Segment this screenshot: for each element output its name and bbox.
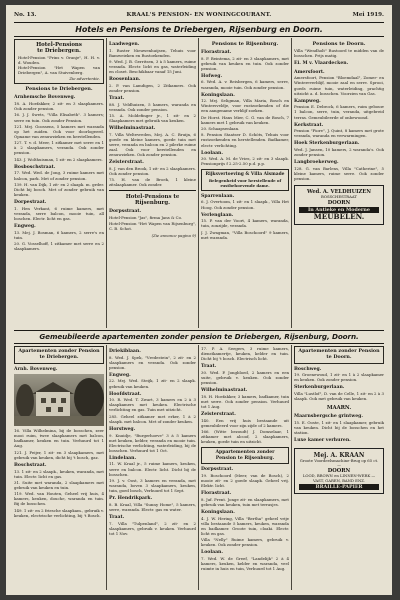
- listing: [201, 346, 289, 444]
- listing-entry: 20. Schaapsenlaan.: [201, 126, 240, 132]
- column-apartments-driebergen-2: [109, 346, 196, 590]
- street-heading: Dorpestraat.: [14, 200, 47, 206]
- street-heading: Boschweg.: [294, 366, 322, 372]
- notice-text: Belegenheid voor herstellende of rustbehoevende dame.: [208, 177, 282, 188]
- listing: [201, 50, 289, 166]
- ad-name: Mej. A. KRAAN: [313, 451, 365, 459]
- box-tag: Zie advertentie.: [69, 76, 100, 82]
- listing-entry: Hotel-Pension "Jas", firma Jans & Co.: [109, 215, 183, 220]
- banner-apartments: Gemeubileerde apartementen zonder pension te Driebergen, Rijsenburg, Doorn.: [39, 332, 359, 341]
- listing-entry: Wed. J. Jansen, 10 kamers, 2 waranda's. Ook zonder pension.: [294, 147, 384, 158]
- rule: [109, 190, 196, 191]
- banner-hotels-pensions: Hotels en Pensions te Driebergen, Rijsenburg en Doorn.: [75, 25, 323, 34]
- listing-entry: 30. Wed. A. M. de Vries, 2 zit- en 3 slaapk. Pensionprijs f 2.25-2.50 p.d. p.p.: [201, 156, 289, 167]
- column-divider: [198, 38, 199, 328]
- ad-line3: LOOD, BROWN en LINNEN-WERK — VAST, GAREN, BAND ENZ.: [302, 473, 376, 483]
- listing-entry: 16. J. J. Swets, "Villa Elisabeth". 3 kamers; serre en tuin. Ook zonder Pension.: [14, 112, 104, 123]
- listing-entry: 20. G. Vosselhoff, 1 zitkamer met serre en 2 slaapkamers.: [14, 240, 104, 252]
- street-heading: Florastraat.: [201, 491, 232, 497]
- street-heading: Koningslaan.: [201, 510, 235, 516]
- hotel-pensions-box: [14, 39, 104, 84]
- listing-entry: 9. Wed. J. B. Gerritsen, 3 à 5 kamers, ruime veranda. Electr. licht en gas, waterleiding en closet. Beschikbaar vanaf 15 Juni.: [109, 58, 196, 75]
- listing: [201, 194, 289, 240]
- villa-photo: [14, 374, 104, 426]
- column-pensions-driebergen: [14, 39, 104, 327]
- column-apartments-doorn: [294, 346, 384, 590]
- listing-entry: 149. 1 zit- en 2 friesche slaapkam., gebruik v. keuken, electrische verlichting, bij 't Bosch.: [14, 507, 104, 518]
- street-heading: Sparrenlaan.: [201, 193, 235, 199]
- street-heading: Traat.: [109, 96, 125, 102]
- listing-entry: 15. E. Ooste, 1 zit- en 1 slaapkamer, gebruik van keuken. Dicht bij de bosschen en het station.: [294, 419, 384, 435]
- ad-line2: DOORN: [327, 467, 351, 474]
- listing-entry: 11. W. Kraal jr., 5 ruime kamers, keuken, serre en balcon. Electr. licht. Dicht bij de bosschen.: [109, 461, 196, 477]
- street-heading: Boschstraat.: [14, 462, 47, 468]
- listing: [201, 467, 289, 571]
- listing-entry: 19. Boschoord (Meer, van de Bosch), 2 mooie zit- en 2 goede slaapk. Geheel vrij. Elektr. licht.: [201, 473, 289, 489]
- section-rule: [14, 330, 384, 331]
- street-heading: Amersfoort.: [294, 69, 325, 75]
- street-heading: Loolaan.: [201, 150, 223, 156]
- listing-entry: Villa "Lustlof", D. van de Celle, 1 zit- en 2 à 3 slaapk. Ook met gebruik van keuken.: [294, 390, 384, 402]
- street-heading: Verlenglaan.: [201, 212, 234, 218]
- listing-entry: 17. P. A. Seegers, 3 ruime kamers, dienstkamertje, keuken, kelder en tuin. Dicht bij 't bosch. Electrisch licht.: [201, 346, 289, 362]
- maarn-title: MAARN.: [326, 405, 352, 412]
- street-heading: Engweg.: [14, 223, 36, 229]
- banner-rule: [14, 36, 384, 37]
- column-divider: [291, 345, 292, 590]
- doorn-title-box: [294, 346, 384, 364]
- street-heading: Roosenlaan.: [109, 77, 141, 83]
- street-heading: Luxe kamer verhuren.: [294, 438, 351, 444]
- street-heading: Horstweg.: [109, 426, 136, 432]
- notice-title: Rijksvertoeving & Villa Alsmade: [205, 172, 285, 178]
- street-heading: Traat.: [201, 364, 217, 370]
- box-title: Appartementen zonder Pension te Rijsenburg.: [215, 450, 275, 461]
- street-heading: Pr. Hendrikpark.: [109, 496, 153, 502]
- listing-entry: 15. P. van der Voort, 4 kamers, waranda, tuin, zonzijde, veranda.: [201, 218, 289, 229]
- notice-box: [201, 169, 289, 190]
- street-heading: Florastraat.: [201, 50, 232, 55]
- listing-entry: 6. J. Overtoom, 1 zit- en 1 slaapk., Villa Het Hoog. Ook zonder pension.: [201, 199, 289, 210]
- section-title: Pensions te Rijsenburg.: [211, 41, 279, 47]
- rijsenburg-title-box: [201, 447, 289, 464]
- street-heading: Loolaan.: [201, 550, 223, 556]
- street-heading: Driekiblaan.: [109, 349, 141, 354]
- listing-entry: 8. B. Kraal, Villa "Sunny Home", 5 kamers, serre, waranda. Electr. gas en water.: [109, 501, 196, 512]
- listing-entry: Villa "Nelly" Ruime kamers, gebruik v. keuken. Ook zonder pension.: [201, 537, 289, 548]
- ad-name: Wed. A. VELDHUIZEN: [306, 189, 372, 196]
- column-apartments-rijsenburg: [201, 346, 289, 590]
- street-heading: Wilhelminastraat.: [201, 388, 248, 394]
- box-title: Apartementen zonder Pension te Doorn.: [298, 348, 380, 360]
- listing-entry: 119. Wed. van Houten, Geheel vrij huis, 4 kamers, keuken, douche, waranda en tuin. Bij de bosschen.: [14, 491, 104, 507]
- listing-entry: 127. T. v. d. Meer, 1 zitkamer met serre en 1 à 2 slaapkamers, veranda. Ook zonder pension.: [14, 140, 104, 156]
- listing-entry: 6. Wed. A. v. Reisbergen, 6 kamers, serre, waranda, mooie tuin. Ook zonder pension.: [201, 79, 289, 90]
- listing-entry: 22. Mej. Wed. Steijk, 1 zit- en 2 slaapk. gebruik van keuken.: [109, 378, 196, 389]
- listing-entry: 7. Villa "Tulpenland", 2 zit- en 2 slaapkamers, gebruik v. keuken. Verhuurd tot 1 Nov.: [109, 520, 196, 536]
- street-heading: Engweg.: [109, 372, 131, 378]
- street-heading: Arnhemsche Bovenweg.: [14, 95, 76, 101]
- listing: [109, 209, 196, 231]
- column-pensions-driebergen-2: [109, 39, 196, 327]
- listing-entry: Villa "Wendholt" Rustoord te midden van de bosschen. Prijs matig.: [294, 48, 384, 59]
- listing-entry: 13. 1 zit- en 2 slaapk., keuken, waranda, met tuin. Electr. licht en gas.: [14, 468, 104, 479]
- listing-entry: 88. J. Veldhuizen, 5 kamers, waranda en veranda. Ook zonder pension.: [109, 101, 196, 112]
- listing-entry: 8. F. Beintema, 2 zit- en 3 slaapkamers, met gebruik van keuken en tuin. Ook zonder pension.: [201, 55, 289, 71]
- street-heading: Ei. M v. Vlaardecken.: [294, 61, 349, 67]
- advertisement-veldhuizen: [294, 185, 384, 225]
- column-pensions-doorn: [294, 39, 384, 327]
- listing-entry: 166. (Witte bezoudt) J. Domselaar, 1 zitkamer met alcoof, 2 slaapkamers, keuken, goede tuin en uitzicht.: [201, 429, 289, 445]
- column-apartments-driebergen: [14, 346, 104, 590]
- listing-entry: Hotel-Pension "Het Wapen van Rijsenburg", C. B. Schot.: [109, 221, 196, 232]
- advertisement-kraan: [294, 448, 384, 495]
- listing-entry: Pension E. Debrock, 6 kamers, ruim gebouw 1 balcon, serre, tuin, veranda, uitgebreid terras. Gemeubileerde of onbewoond.: [294, 104, 384, 120]
- section-title: Hotel-Pensions te Rijsenburg.: [125, 194, 180, 207]
- listing-entry: 19. J. v. Oost, 3 kamers en veranda, met waranda, boven 3 slaapkamers, keuken, tuin, goed bosch, Verhuurd tot 1 Sept.: [109, 477, 196, 494]
- listing-entry: 17. Wed. Wed. de Jong, 3 ruime kamers met balcon, park. Met of zonder pension.: [14, 170, 104, 181]
- listing-entry: De Horst. Hans Mier, C. G. van de Bosch, 7 kamers met 1 gebruik van keuken.: [201, 114, 289, 125]
- listing-entry: 7. Wed. W. de Greef, "Landelijk" 2 à 4 kamers, keuken, kelder en waranda, veel ruimte in huis en tuin, Verhuurd tot 1 Aug.: [201, 556, 289, 572]
- listing-entry: 18. A. Hoefakker, 2 zit- en 3 slaapkamers. Ook zonder pension.: [14, 101, 104, 112]
- banner-rule: [14, 343, 384, 344]
- listing-entry: 19. Groenewoud, 1 zit- en 1 à 2 slaapkamer en keuken. Ook zonder pension.: [294, 372, 384, 383]
- issue-number: No. 13.: [14, 12, 37, 18]
- section-title: Pensions te Driebergen.: [25, 86, 93, 93]
- street-heading: Traat.: [109, 515, 125, 520]
- listing-entry: 140. Een vrij huis bestaande uit gemeubileerd voor zijn zijde of 2 kamers.: [201, 417, 289, 428]
- listing-entry: 285. Geheel zitkamer met erker, 1 à 2 slaapk. met balcon. Met of zonder keuken.: [109, 413, 196, 424]
- street-heading: Dorpsstraat.: [109, 209, 142, 215]
- listing: [14, 428, 104, 518]
- header-rule: [14, 22, 384, 23]
- street-heading: Kerkstraat.: [294, 122, 324, 128]
- listing-entry: 7. Villa Weltevreden, Mej. A. C. Bruijn, 6 goede en kleine kamers, goede tuin met serre, veranda en balcon en 2 pilerke ruime zaal. Ook voor herstellenden en zenuwzieken. Ook zonder pension.: [109, 131, 196, 158]
- street-name: Arnh. Bovenweg.: [14, 366, 58, 372]
- listing-entry: 75. H. van de Broek, 1 kleine zitslaapkamer. Ook zonder.: [109, 177, 196, 188]
- street-heading: Hoofdstraat.: [109, 391, 142, 397]
- masthead: KRAAL'S PENSION- EN WONINGCOURANT.: [126, 12, 272, 18]
- section-title: Pensions te Doorn.: [312, 41, 366, 47]
- listing-entry: 139. H. van Dijk, 1 zit- en 2 slaapk. m. grder. Dicht bij bosch. Met of zonder gebruik van keuken.: [14, 181, 104, 197]
- street-heading: Zeisterstraat.: [109, 160, 144, 166]
- street-heading: Wilhelminastraat.: [109, 126, 156, 132]
- ad-headline: BRAILLE-PAPIER: [299, 484, 379, 490]
- street-heading: Dorpsstraat.: [201, 467, 234, 473]
- listing-entry: 16. Villa Wilhelmina, bij de bosschen, zeer mooi ruim, twee slaapkamers met balcon, badkamer, keuken en tuin. Verhuurd tot 1 Aug.: [14, 428, 104, 449]
- apartments-title-box: [14, 346, 104, 364]
- listing-entry: 8. J. van den Brook, 1 zit- en 2 slaapkamers. Ook zonder pension.: [109, 165, 196, 176]
- street-heading: Lindelaan.: [109, 455, 137, 461]
- street-heading: Koningslaan.: [201, 92, 235, 98]
- listing-entry: Amersfoort, Pension "Bloemdaal", Zomer- en Wintereverblijf, mooie zaal en serre. Sprooi, goeds ruime tuin, waterleiding, prachtig uitzicht a. d. bosschen. Voorzien van Gas.: [294, 75, 384, 96]
- street-heading: Hoek Sterkenburgerlaan.: [294, 141, 360, 147]
- listing-entry: 8. Wed. J. Spek, "Vredestein", 2 zit- en 2 slaapkamers en veranda. Ook zonder pension.: [109, 354, 196, 370]
- box-subtitle: te Driebergen.: [37, 48, 81, 55]
- annonce-tag: (Zie annonce pagina 9): [151, 232, 196, 238]
- column-divider: [106, 38, 107, 328]
- listing-entry: 8. Pension Staatser D. Schöts, Tehuis voor rustzoekenden en herstellenden. Badkamer, electr. verlichting.: [201, 132, 289, 148]
- street-heading: Laadwegen.: [109, 42, 140, 47]
- listing-entry: 1. Hen Verkant, 6 ruime kamers, met veranda, serre balcon, mooie tuin, all boschen. Electr. licht en gas.: [14, 205, 104, 221]
- listing-entry: 143. J. Wolthuisman, 1 zit- en 2 slaapkamers.: [14, 156, 103, 162]
- listing: [109, 349, 196, 536]
- street-heading: Hofweg.: [201, 73, 223, 79]
- listing: [294, 367, 384, 402]
- street-heading: Zeisterstraat.: [201, 412, 236, 418]
- box-title: Apartementen zonder Pension te Driebergen.: [18, 348, 100, 360]
- listing-entry: Pension "Fiore", J. Quint, 8 kamers met grote veranda, waranda en verwarmingen.: [294, 128, 384, 139]
- box-text: Hotel-Pension "Prins v. Oranje", H. H. v. d. Wouden. Hotel-Pension "Het Wapen van Driebergen", A. van Stuivenberg.: [18, 54, 100, 76]
- listing-entry: 15. A. Moldefinger jr., 1 zit- en 2 Slaapkamers met gebruik van keuken.: [109, 113, 196, 124]
- listing-entry: 2. P. van Lamdigen, 2 Zitkamers. Ook zonder pension.: [109, 82, 196, 93]
- ad-line2: DOORN: [327, 199, 351, 206]
- newspaper-page: [6, 5, 392, 595]
- listing-entry: 128. G. van Barlens, Villa "Catherine", 5 kleine kamers, ruime serre. Ook zonder pension.: [294, 165, 384, 181]
- listing-entry: 4. J. W. Hering, Villa "Bertha" geheel vrije villa bestaande 5 kamers, keuken, waranda en badkamer. Groote tuin, cloaki. Electr. licht en gas.: [201, 515, 289, 536]
- issue-date: Mei 1919.: [352, 12, 384, 18]
- column-divider: [106, 345, 107, 590]
- listing-entry: 1. Ruster Nieuwenhuijsen, Tehuis voor Bamweieken en Rustoekenden.: [109, 47, 196, 58]
- listing-entry: 31. Suite met waranda, 2 slaapkamers met gebruik van keuken en tuin.: [14, 479, 104, 490]
- page-header: [14, 10, 384, 21]
- listing-entry: 10. R. Wed. T. Zwart, 3 kamers en 2 à 3 slaapkamers met keuken. Electrische verlichting en gas. Tuin met uitzicht.: [109, 397, 196, 413]
- listing: [14, 95, 104, 251]
- column-pensions-rijsenburg: [201, 39, 289, 327]
- listing-entry: J. J. Zwagman, "Villa Boschoord" 9 kamers, met waranda.: [201, 229, 289, 240]
- listing: [109, 42, 196, 187]
- street-heading: Langbroekerweg.: [294, 160, 339, 166]
- listing-entry: 121. Mej. Goossens, 5 kamers met waranda op het zuiden. Ook voor doorlogeerd. Opname van zenuwzieken en herstellenden.: [14, 123, 104, 139]
- listing-entry: 8. Juf. Prent. Jonge zit- en slaapkamers, met gebruik van keuken, tuin met terrasjes.: [201, 496, 289, 508]
- listing-entry: 12. Mej. Seligman, Villa Maria, Bosch en Wintersveldje, voor rustzoekenden of die een aangename verblijf zoeken.: [201, 98, 289, 114]
- street-heading: Maarnsbergsche grintweg.: [294, 414, 363, 420]
- listing-entry: 13. Mej. J. Bosman, 6 kamers, 2 serre's en tuin.: [14, 229, 104, 240]
- listing-entry: 121. J. Feijer, 1 zit- en 3 slaapkamers, met gebruik van keuken, dicht bij 't bosch, gaz.: [14, 449, 104, 460]
- listing-entry: 18. H. Hoefakker, 3 kamers, badkamer, tuin met serre. Ook zonder pension. Verhuurd tot 1 Aug.: [201, 393, 289, 409]
- column-divider: [198, 345, 199, 590]
- listing: [294, 414, 384, 443]
- street-heading: Kampweg.: [294, 98, 321, 104]
- street-heading: Sterkenburgerlaan.: [294, 385, 345, 391]
- ad-line1: Groote Voordeelsmachine-Brug op 65 ct. —: [299, 457, 379, 468]
- street-heading: Bosboschstraat.: [14, 164, 56, 170]
- ad-headline: MEUBELEN.: [313, 212, 365, 222]
- ad-line1: BOSSCHESTRAAT: [321, 194, 357, 200]
- column-divider: [291, 38, 292, 328]
- listing: [294, 48, 384, 181]
- listing-entry: 9. Knuidje, "Burgerhoeve" 3 à 5 kamers met keuken, kelder, veranda en mooie tuin. Electrische verlichting, waterleiding, bij de bosschen. Verhuurd tot 1 Oct.: [109, 432, 196, 453]
- listing-entry: 30. Wed. P. Jongbloed, 2 kamers en een suite, gebruik v. keuken. Ook zonder pension.: [201, 369, 289, 386]
- ad-line3: In Antieke en Moderne: [299, 207, 379, 213]
- box-title: Hotel-Pensions: [36, 42, 82, 48]
